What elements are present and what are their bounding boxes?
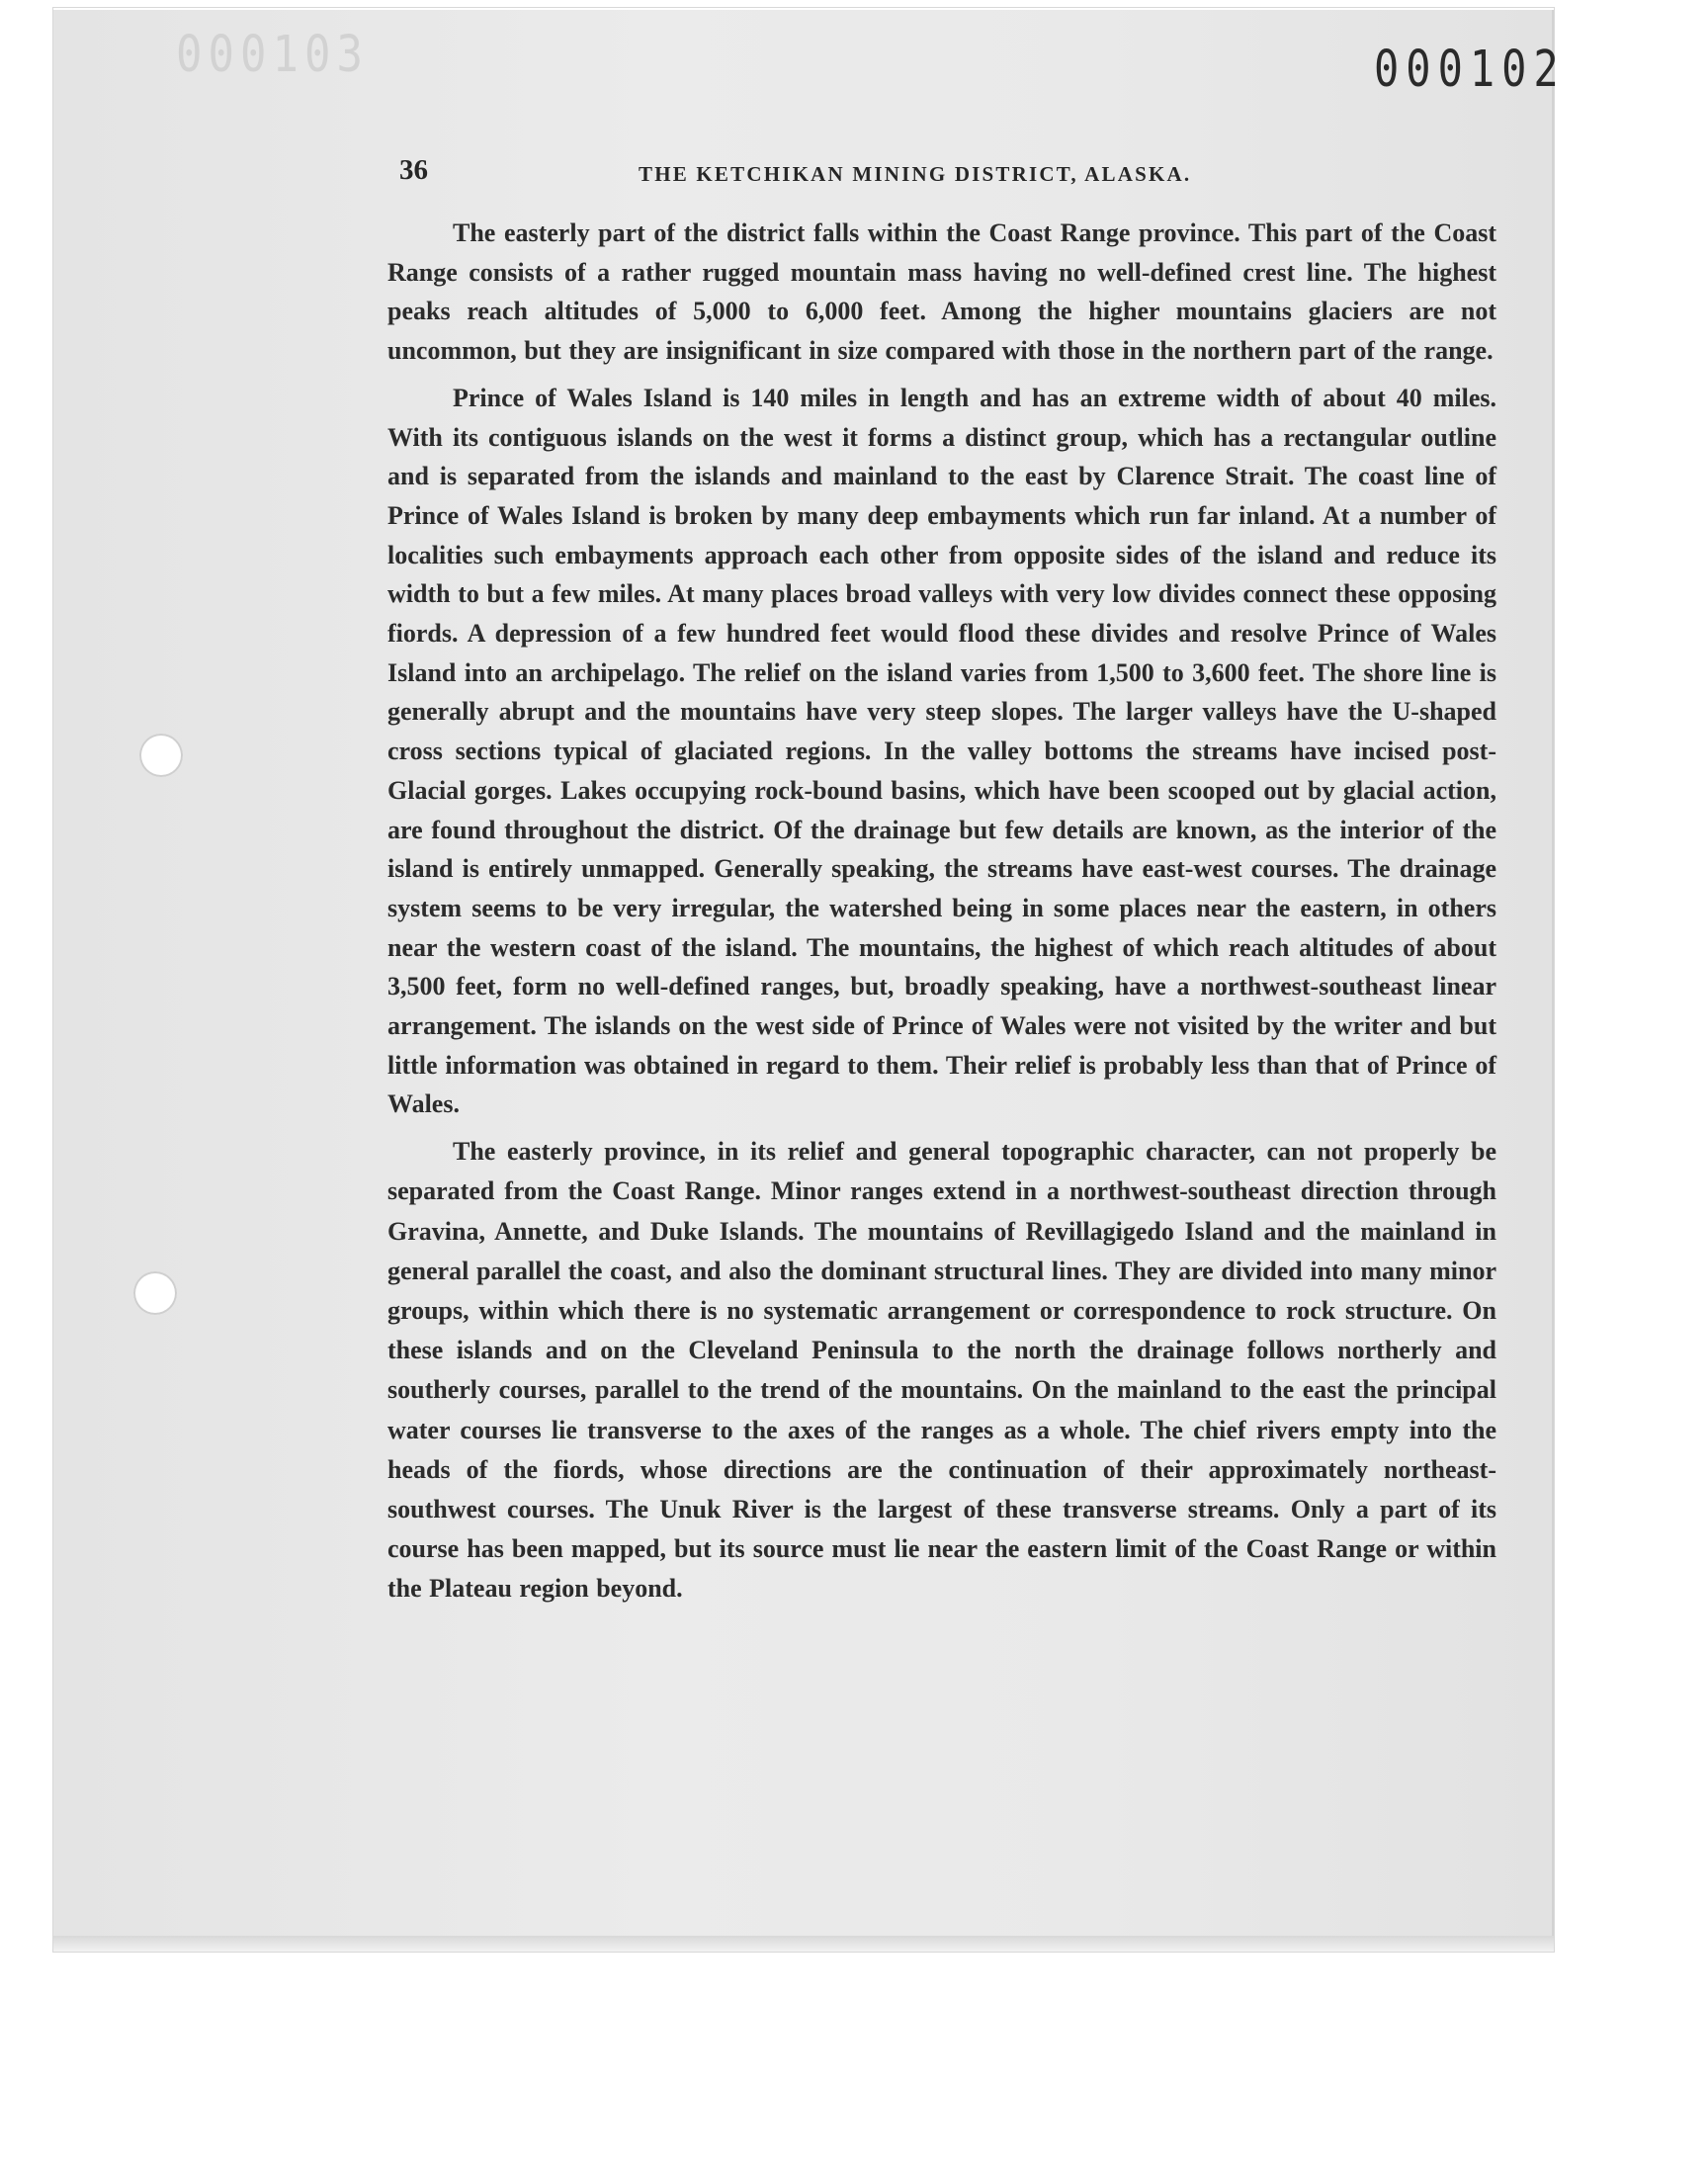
faint-bleed-through-stamp: 000103 <box>176 26 369 84</box>
sheet-bottom-edge <box>53 1936 1554 1952</box>
paragraph-coast-range: The easterly part of the district falls within the Coast Range province. This part of the Coast Range consists of a rather rugged mountain mass having no well-defined crest line. The highest peaks reach altitudes of 5,000 to 6,000 feet. Among the higher mountains glaciers are not uncommon, but they are insignificant in size compared with those in the northern part of the range. <box>387 218 1496 366</box>
archive-page-stamp: 000102 <box>1374 40 1566 98</box>
punch-hole-lower <box>133 1271 177 1315</box>
body-text <box>387 214 1496 1617</box>
page-number: 36 <box>399 154 428 186</box>
paragraph-prince-of-wales-island: Prince of Wales Island is 140 miles in length and has an extreme width of about 40 miles. With its contiguous islands on the west it forms a distinct group, which has a rectangular outline and is separated from the islands and mainland to the east by Clarence Strait. The coast line of Prince of Wales Island is broken by many deep embayments which run far inland. At a number of localities such embayments approach each other from opposite sides of the island and reduce its width to but a few miles. At many places broad valleys with very low divides connect these opposing fiords. A depression of a few hundred feet would flood these divides and resolve Prince of Wales Island into an archipelago. The relief on the island varies from 1,500 to 3,600 feet. The shore line is generally abrupt and the mountains have very steep slopes. The larger valleys have the U-shaped cross sections typical of glaciated regions. In the valley bottoms the streams have incised post-Glacial gorges. Lakes occupying rock-bound basins, which have been scooped out by glacial action, are found throughout the district. Of the drainage but few details are known, as the interior of the island is entirely unmapped. Generally speaking, the streams have east-west courses. The drainage system seems to be very irregular, the watershed being in some places near the eastern, in others near the western coast of the island. The mountains, the highest of which reach altitudes of about 3,500 feet, form no well-defined ranges, but, broadly speaking, have a northwest-southeast linear arrangement. The islands on the west side of Prince of Wales were not visited by the writer and but little information was obtained in regard to them. Their relief is probably less than that of Prince of Wales. <box>387 383 1496 1119</box>
paragraph-easterly-province: The easterly province, in its relief and general topographic character, can not properly be separated from the Coast Range. Minor ranges extend in a northwest-southeast direction through Gravina, Annette, and Duke Islands. The mountains of Revillagigedo Island and the mainland in general parallel the coast, and also the dominant structural lines. They are divided into many minor groups, within which there is no systematic arrangement or correspondence to rock structure. On these islands and on the Cleveland Peninsula to the north the drainage follows northerly and southerly courses, parallel to the trend of the mountains. On the mainland to the east the principal water courses lie transverse to the axes of the ranges as a whole. The chief rivers empty into the heads of the fiords, whose directions are the continuation of their approximately northeast-southwest courses. The Unuk River is the largest of these transverse streams. Only a part of its course has been mapped, but its source must lie near the eastern limit of the Coast Range or within the Plateau region beyond. <box>387 1137 1496 1604</box>
punch-hole-upper <box>139 734 183 777</box>
running-head: THE KETCHIKAN MINING DISTRICT, ALASKA. <box>639 162 1192 186</box>
